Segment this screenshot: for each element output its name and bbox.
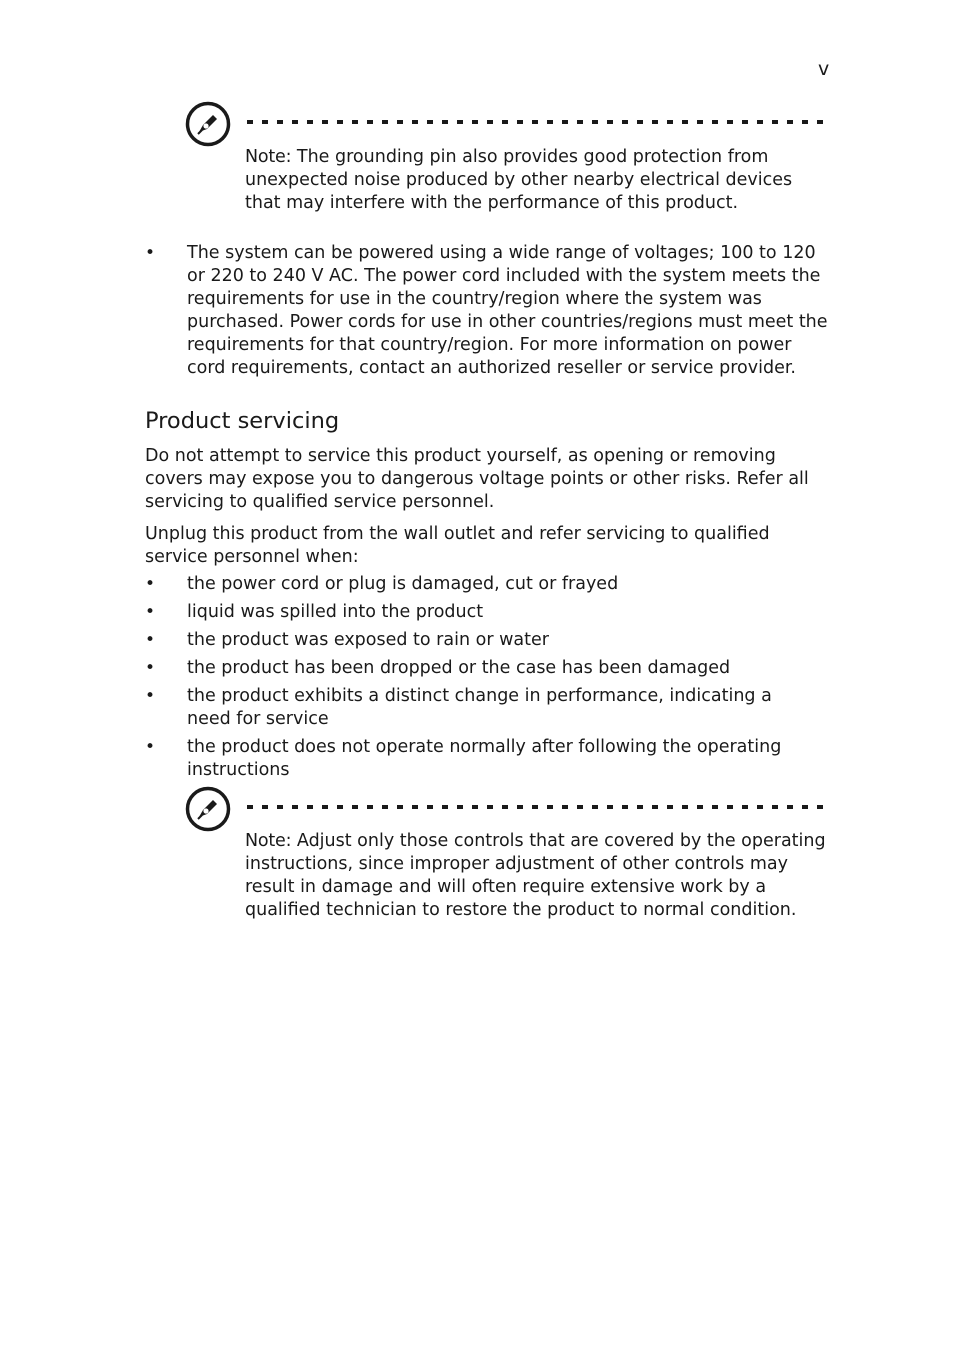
note-divider	[245, 120, 831, 124]
list-item: • the product has been dropped or the case has been damaged	[145, 657, 835, 680]
note-text	[245, 146, 831, 215]
servicing-paragraph-1: Do not attempt to service this product yourself, as opening or removing covers may expose you to dangerous voltage points or other risks. Refer all servicing to qualified service personnel.	[145, 446, 809, 512]
note-body: The grounding pin also provides good protection from unexpected noise produced by other nearby electrical devices that may interfere with the performance of this product.	[245, 147, 793, 213]
list-item: • the product was exposed to rain or water	[145, 629, 835, 652]
note-pen-icon	[185, 786, 231, 832]
list-item: • the product does not operate normally after following the operating instructions	[145, 736, 835, 782]
servicing-paragraph-2: Unplug this product from the wall outlet and refer servicing to qualified service personnel when:	[145, 524, 770, 567]
note-box-controls	[185, 786, 831, 926]
section-heading: Product servicing	[145, 408, 340, 434]
list-item: • liquid was spilled into the product	[145, 601, 835, 624]
voltage-bullet-list	[145, 242, 835, 380]
note-label: Note:	[245, 147, 292, 167]
note-divider	[245, 805, 831, 809]
list-item: • the product exhibits a distinct change in performance, indicating a need for service	[145, 685, 835, 731]
note-pen-icon	[185, 101, 231, 147]
page-number: v	[818, 58, 830, 80]
servicing-conditions-list	[145, 573, 835, 782]
note-label: Note:	[245, 831, 292, 851]
list-item: • The system can be powered using a wide range of voltages; 100 to 120 or 220 to 240 V AC. The power cord included with the system meets the requirements for use in the country/region where the system was purchased. Power cords for use in other countries/regions must meet the requirements for that country/region. For more information on power cord requirements, contact an authorized reseller or service provider.	[145, 242, 835, 380]
note-box-grounding	[185, 101, 831, 221]
note-body: Adjust only those controls that are covered by the operating instructions, since improper adjustment of other controls may result in damage and will often require extensive work by a qualified technician to restore the product to normal condition.	[245, 831, 826, 920]
note-text	[245, 830, 831, 922]
list-item: • the power cord or plug is damaged, cut or frayed	[145, 573, 835, 596]
